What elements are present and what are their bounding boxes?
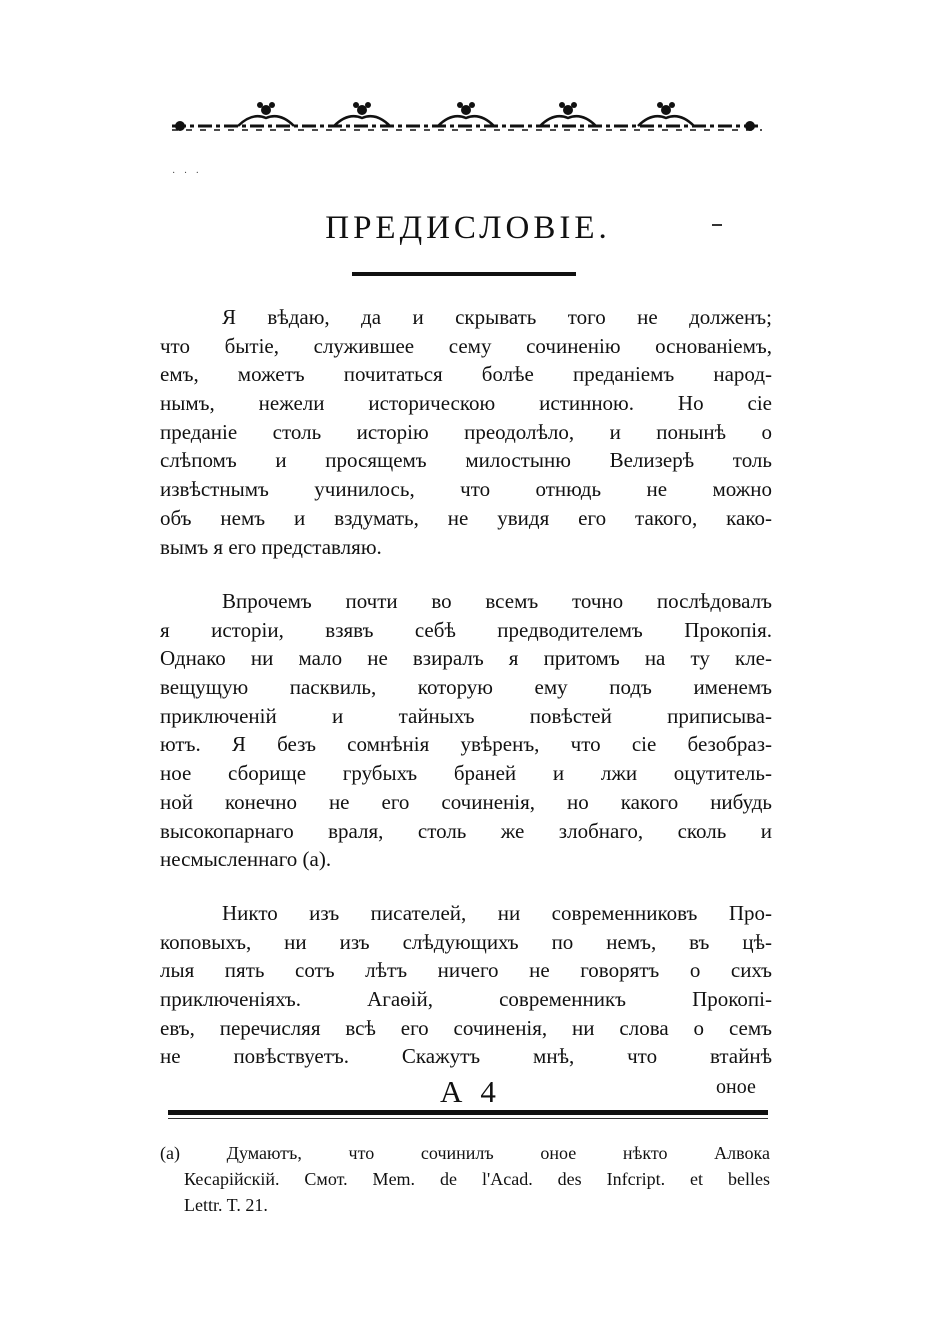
text-line: Никто изъ писателей, ни современниковъ Про- <box>222 901 772 925</box>
text-line: ное сборище грубыхъ браней и лжи оцутитель- <box>160 761 772 786</box>
text-line: приключеній и тайныхъ повѣстей приписыва- <box>160 703 772 728</box>
title-rule <box>352 272 576 276</box>
footnote-line: Кесарійскій. Смот. Mem. de l'Acad. des Infcript. et belles <box>184 1169 770 1189</box>
text-line: емъ, можетъ почитаться болѣе преданіемъ народ- <box>160 362 772 387</box>
footnote-rule <box>168 1110 768 1115</box>
text-line: высокопарнаго враля, столь же злобнаго, сколь и <box>160 818 772 843</box>
text-line: вымъ я его представляю. <box>160 534 382 559</box>
paragraph-2 <box>160 587 772 874</box>
paragraph-1 <box>160 303 772 561</box>
text-line: Впрочемъ почти во всемъ точно послѣдовалъ <box>222 589 772 613</box>
text-line: коповыхъ, ни изъ слѣдующихъ по немъ, въ цѣ- <box>160 929 772 954</box>
text-line: вещущую пасквиль, которую ему подъ именемъ <box>160 675 772 700</box>
signature-mark: A 4 <box>440 1074 502 1109</box>
text-line: евъ, перечисляя всѣ его сочиненія, ни слова о семъ <box>160 1015 772 1040</box>
floral-ornament-icon <box>168 96 766 140</box>
footnote-line: Lettr. T. 21. <box>184 1195 268 1215</box>
print-specks: · · · <box>172 168 202 179</box>
paragraph-3 <box>160 899 772 1071</box>
footnote <box>160 1140 770 1218</box>
text-line: лыя пять сотъ лѣтъ ничего не говорятъ о сихъ <box>160 958 772 983</box>
text-line: ютъ. Я безъ сомнѣнія увѣренъ, что сіе безобраз- <box>160 732 772 757</box>
page-title: ПРЕДИСЛОВІЕ. <box>325 210 611 246</box>
text-line: Я вѣдаю, да и скрывать того не долженъ; <box>222 305 772 329</box>
text-line: что бытіе, служившее сему сочиненію основаніемъ, <box>160 333 772 358</box>
text-line: Однако ни мало не взиралъ я притомъ на ту кле- <box>160 646 772 671</box>
text-line: ной конечно не его сочиненія, но какого нибудь <box>160 789 772 814</box>
text-line: я исторіи, взявъ себѣ предводителемъ Прокопія. <box>160 617 772 642</box>
footnote-rule-thin <box>168 1118 768 1119</box>
text-line: не повѣствуетъ. Скажутъ мнѣ, что втайнѣ <box>160 1044 772 1069</box>
floral-ornament-band <box>168 96 766 140</box>
text-line: извѣстнымъ учинилось, что отнюдь не можно <box>160 477 772 502</box>
text-line: слѣпомъ и просящемъ милостыню Велизерѣ толь <box>160 448 772 473</box>
text-line: нымъ, нежели историческою истинною. Но сіе <box>160 391 772 416</box>
text-line: приключеніяхъ. Агаѳій, современникъ Прокопі- <box>160 987 772 1012</box>
footnote-line: (а) Думаютъ, что сочинилъ оное нѣкто Алвока <box>160 1143 770 1163</box>
text-line: объ немъ и вздумать, не увидя его такого, како- <box>160 505 772 530</box>
text-line: несмысленнаго (а). <box>160 847 332 872</box>
text-line: преданіе столь исторію преодолѣло, и понынѣ о <box>160 419 772 444</box>
catchword: оное <box>716 1076 756 1098</box>
